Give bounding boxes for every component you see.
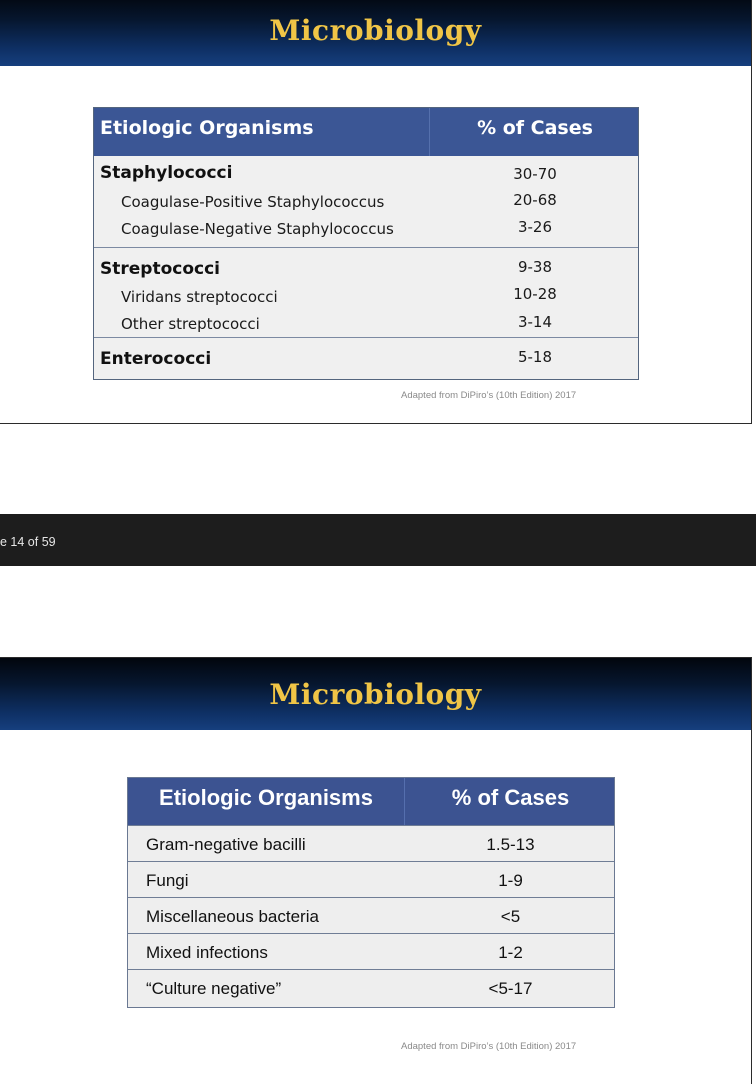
row-value: 1-2 — [498, 943, 523, 962]
citation: Adapted from DiPiro’s (10th Edition) 2017 — [401, 390, 577, 401]
group-separator — [94, 337, 638, 338]
subgroup-name: Other streptococci — [121, 315, 260, 333]
table-header — [94, 108, 638, 156]
slide-title: Microbiology — [269, 14, 482, 47]
row-value: 1-9 — [498, 871, 523, 890]
row-name: Miscellaneous bacteria — [146, 907, 319, 926]
row-value: <5-17 — [488, 979, 533, 998]
organisms-table — [93, 107, 639, 380]
subgroup-name: Coagulase-Negative Staphylococcus — [121, 220, 394, 238]
slide-counter: e 14 of 59 — [0, 535, 56, 549]
group-value: 30-70 — [513, 165, 557, 183]
table-row — [128, 933, 614, 969]
group-separator — [94, 247, 638, 248]
group-value: 5-18 — [517, 348, 553, 366]
group-name: Staphylococci — [100, 163, 233, 183]
row-name: Gram-negative bacilli — [146, 835, 306, 854]
group-value: 9-38 — [517, 258, 553, 276]
header-organisms: Etiologic Organisms — [159, 785, 373, 810]
subgroup-value: 3-26 — [517, 218, 553, 236]
row-value: <5 — [500, 907, 521, 926]
slide-title-bar — [0, 0, 751, 66]
group-name: Streptococci — [100, 259, 220, 279]
table-row — [128, 969, 614, 1005]
slide-title-bar — [0, 658, 751, 730]
subgroup-value: 3-14 — [517, 313, 553, 331]
header-cases: % of Cases — [451, 785, 570, 810]
group-name: Enterococci — [100, 349, 212, 369]
row-name: “Culture negative” — [146, 979, 282, 998]
table-row — [128, 861, 614, 897]
subgroup-name: Coagulase-Positive Staphylococcus — [121, 193, 385, 211]
citation: Adapted from DiPiro’s (10th Edition) 2017 — [401, 1041, 577, 1052]
header-cases: % of Cases — [477, 117, 593, 139]
header-organisms: Etiologic Organisms — [100, 117, 314, 139]
viewer-status-bar — [0, 514, 756, 566]
table-row — [128, 897, 614, 933]
slide-title: Microbiology — [269, 678, 482, 711]
subgroup-name: Viridans streptococci — [121, 288, 278, 306]
table-row — [128, 825, 614, 861]
table-header — [128, 778, 614, 826]
subgroup-value: 10-28 — [513, 285, 557, 303]
row-value: 1.5-13 — [486, 835, 535, 854]
slide-1 — [0, 0, 752, 424]
subgroup-value: 20-68 — [513, 191, 557, 209]
organisms-table — [127, 777, 615, 1008]
row-name: Mixed infections — [146, 943, 268, 962]
row-name: Fungi — [146, 871, 189, 890]
slide-2 — [0, 657, 752, 1084]
